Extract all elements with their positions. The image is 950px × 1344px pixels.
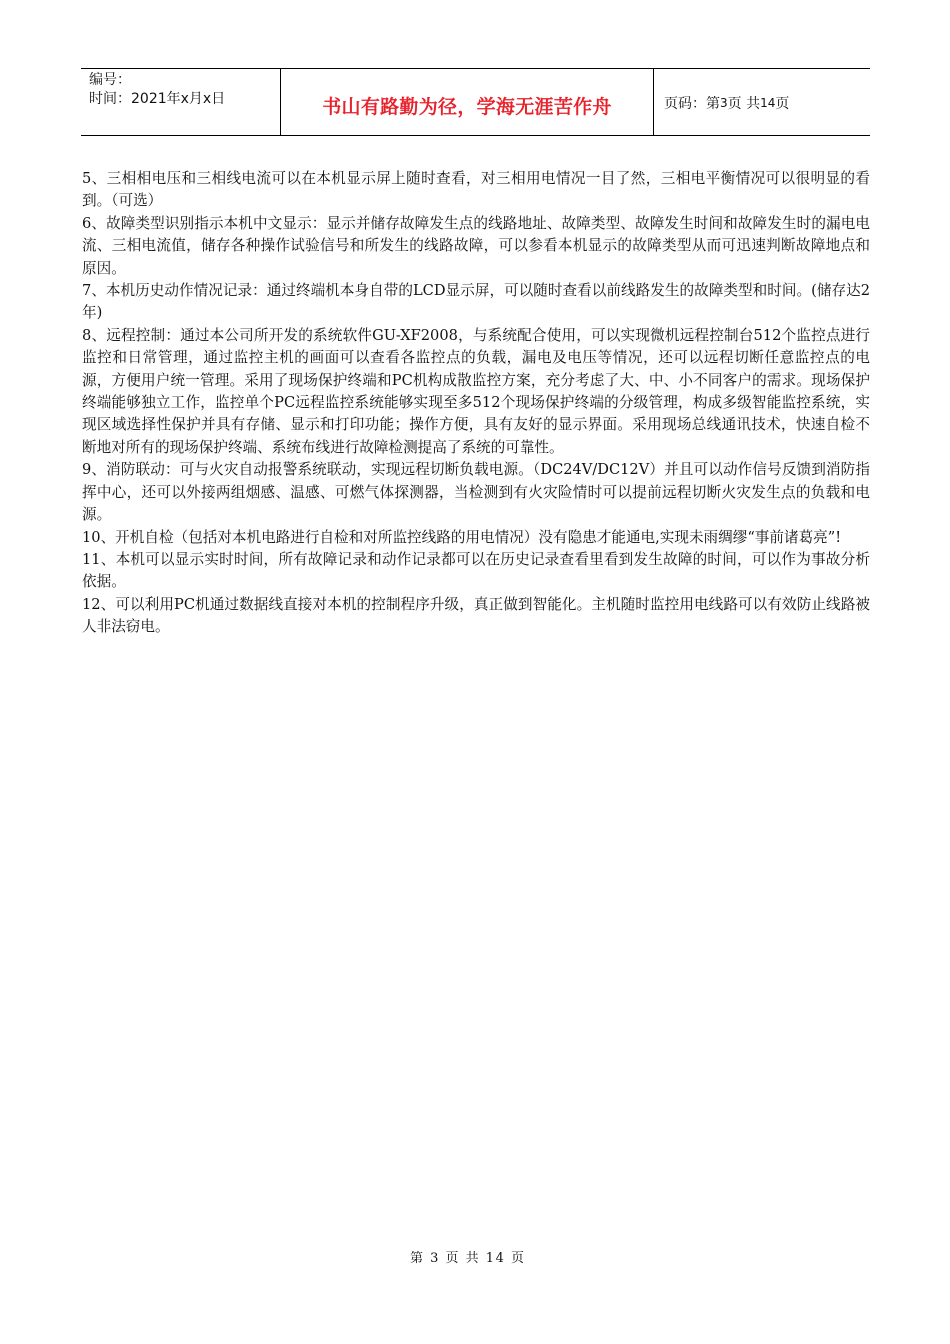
paragraph-item-6: 6、故障类型识别指示本机中文显示：显示并储存故障发生点的线路地址、故障类型、故障发生时间和故障发生时的漏电电流、三相电流值，储存各种操作试验信号和所发生的线路故障，可以参看本机显示的故障类型从而可迅速判断故障地点和原因。	[82, 214, 870, 277]
header-page-cell	[654, 69, 870, 135]
paragraph-item-10: 10、开机自检（包括对本机电路进行自检和对所监控线路的用电情况）没有隐患才能通电,实现未雨绸缪“事前诸葛亮”!	[82, 528, 842, 546]
paragraph-item-7: 7、本机历史动作情况记录：通过终端机本身自带的LCD显示屏，可以随时查看以前线路发生的故障类型和时间。(储存达2年)	[82, 282, 870, 322]
header-table	[81, 68, 870, 136]
header-motto-cell	[281, 69, 654, 135]
header-meta-cell	[81, 69, 281, 135]
paragraph-item-12: 12、可以利用PC机通过数据线直接对本机的控制程序升级，真正做到智能化。主机随时监控用电线路可以有效防止线路被人非法窃电。	[82, 595, 870, 636]
page-current: 3	[720, 96, 728, 110]
document-body	[82, 168, 870, 639]
page-total: 14	[760, 96, 776, 110]
page-mid: 页 共	[727, 96, 761, 112]
paragraph-item-8: 8、远程控制：通过本公司所开发的系统软件GU-XF2008，与系统配合使用，可以实现微机远程控制台512个监控点进行监控和日常管理，通过监控主机的画面可以查看各监控点的负载，漏电及电压等情况，还可以远程切断任意监控点的电源，方便用户统一管理。采用了现场保护终端和PC机构成散监控方案，充分考虑了大、中、小不同客户的需求。现场保护终端能够独立工作，监控单个PC远程监控系统能够实现至多512个现场保护终端的分级管理，构成多级智能监控系统，实现区域选择性保护并具有存储、显示和打印功能；操作方便，具有友好的显示界面。采用现场总线通讯技术，快速自检不断地对所有的现场保护终端、系统布线进行故障检测提高了系统的可靠性。	[82, 326, 870, 456]
document-number-label: 编号：	[89, 72, 131, 88]
document-time-label: 时间：2021年x月x日	[89, 91, 226, 107]
paragraph-item-11: 11、本机可以显示实时时间，所有故障记录和动作记录都可以在历史记录查看里看到发生故障的时间，可以作为事故分析依据。	[82, 550, 870, 591]
header-motto: 书山有路勤为径，学海无涯苦作舟	[322, 95, 612, 118]
paragraph-item-5: 5、三相相电压和三相线电流可以在本机显示屏上随时查看，对三相用电情况一目了然，三相电平衡情况可以很明显的看到。（可选）	[82, 170, 870, 210]
page-suffix: 页	[775, 96, 790, 112]
page-footer: 第 3 页 共 14 页	[410, 1251, 526, 1266]
page-prefix: 页码：第	[664, 96, 720, 112]
paragraph-item-9: 9、消防联动：可与火灾自动报警系统联动，实现远程切断负载电源。（DC24V/DC12V）并且可以动作信号反馈到消防指挥中心，还可以外接两组烟感、温感、可燃气体探测器，当检测到有火灾险情时可以提前远程切断火灾发生点的负载和电源。	[82, 461, 870, 524]
